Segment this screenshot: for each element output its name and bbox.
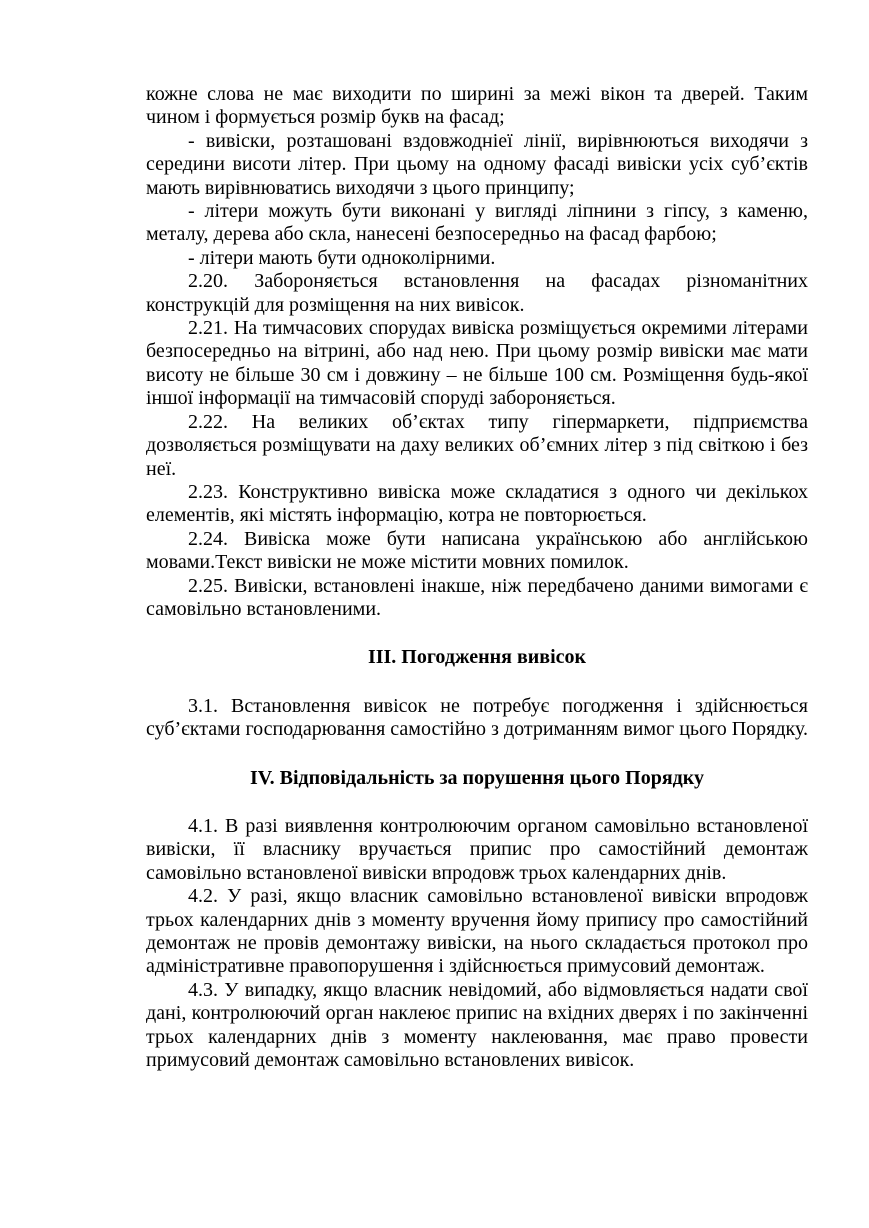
paragraph-single-color: - літери мають бути одноколірними.	[188, 246, 496, 269]
paragraph-2-22: 2.22. На великих об’єктах типу гіпермаркети, підприємства дозволяється розміщувати на даху великих об’ємних літер з під світкою і без неї.	[146, 410, 808, 480]
paragraph-2-20: 2.20. Забороняється встановлення на фасадах різноманітних конструкцій для розміщення на них вивісок.	[146, 270, 808, 316]
paragraph-continuation: кожне слова не має виходити по ширині за межі вікон та дверей. Таким чином і формується розмір букв на фасад;	[146, 83, 808, 129]
section-4-heading: ІV. Відповідальність за порушення цього Порядку	[249, 766, 705, 789]
paragraph-2-24: 2.24. Вивіска може бути написана українською або англійською мовами.Текст вивіски не може містити мовних помилок.	[146, 527, 808, 574]
paragraph-2-21: 2.21. На тимчасових спорудах вивіска розміщується окремими літерами безпосередньо на вітрині, або над нею. При цьому розмір вивіски має мати висоту не більше 30 см і довжину – не більше 100 см. Розміщення будь-якої іншої інформації на тимчасовій споруді забороняється.	[146, 317, 808, 410]
paragraph-4-1: 4.1. В разі виявлення контролюючим органом самовільно встановленої вивіски, її власнику вручається припис про самостійний демонтаж самовільно встановленої вивіски впродовж трьох календарних днів.	[146, 814, 808, 884]
paragraph-letter-materials: - літери можуть бути виконані у вигляді ліпнини з гіпсу, з каменю, металу, дерева або скла, нанесені безпосередньо на фасад фарбою;	[146, 200, 808, 246]
paragraph-4-3: 4.3. У випадку, якщо власник невідомий, або відмовляється надати свої дані, контролюючий орган наклеює припис на вхідних дверях і по закінченні трьох календарних днів з моменту наклеювання, має право провести примусовий демонтаж самовільно встановлених вивісок.	[146, 978, 808, 1072]
paragraph-2-23: 2.23. Конструктивно вивіска може складатися з одного чи декількох елементів, які містять інформацію, котра не повторюється.	[146, 480, 808, 527]
paragraph-3-1: 3.1. Встановлення вивісок не потребує погодження і здійснюється суб’єктами господарювання самостійно з дотриманням вимог цього Порядку.	[146, 694, 808, 741]
document-page	[146, 83, 808, 1072]
paragraph-alignment-rule: - вивіски, розташовані вздовжодніеї лінії, вирівнюються виходячи з середини висоти літер. При цьому на одному фасаді вивіски усіх суб’єктів мають вирівнюватись виходячи з цього принципу;	[146, 129, 808, 199]
paragraph-2-25: 2.25. Вивіски, встановлені інакше, ніж передбачено даними вимогами є самовільно встановленими.	[146, 574, 808, 620]
paragraph-4-2: 4.2. У разі, якщо власник самовільно встановленої вивіски впродовж трьох календарних днів з моменту вручення йому припису про самостійний демонтаж не провів демонтажу вивіски, на нього складається протокол про адміністративне правопорушення і здійснюється примусовий демонтаж.	[146, 885, 808, 978]
section-3-heading: ІІІ. Погодження вивісок	[367, 646, 587, 669]
